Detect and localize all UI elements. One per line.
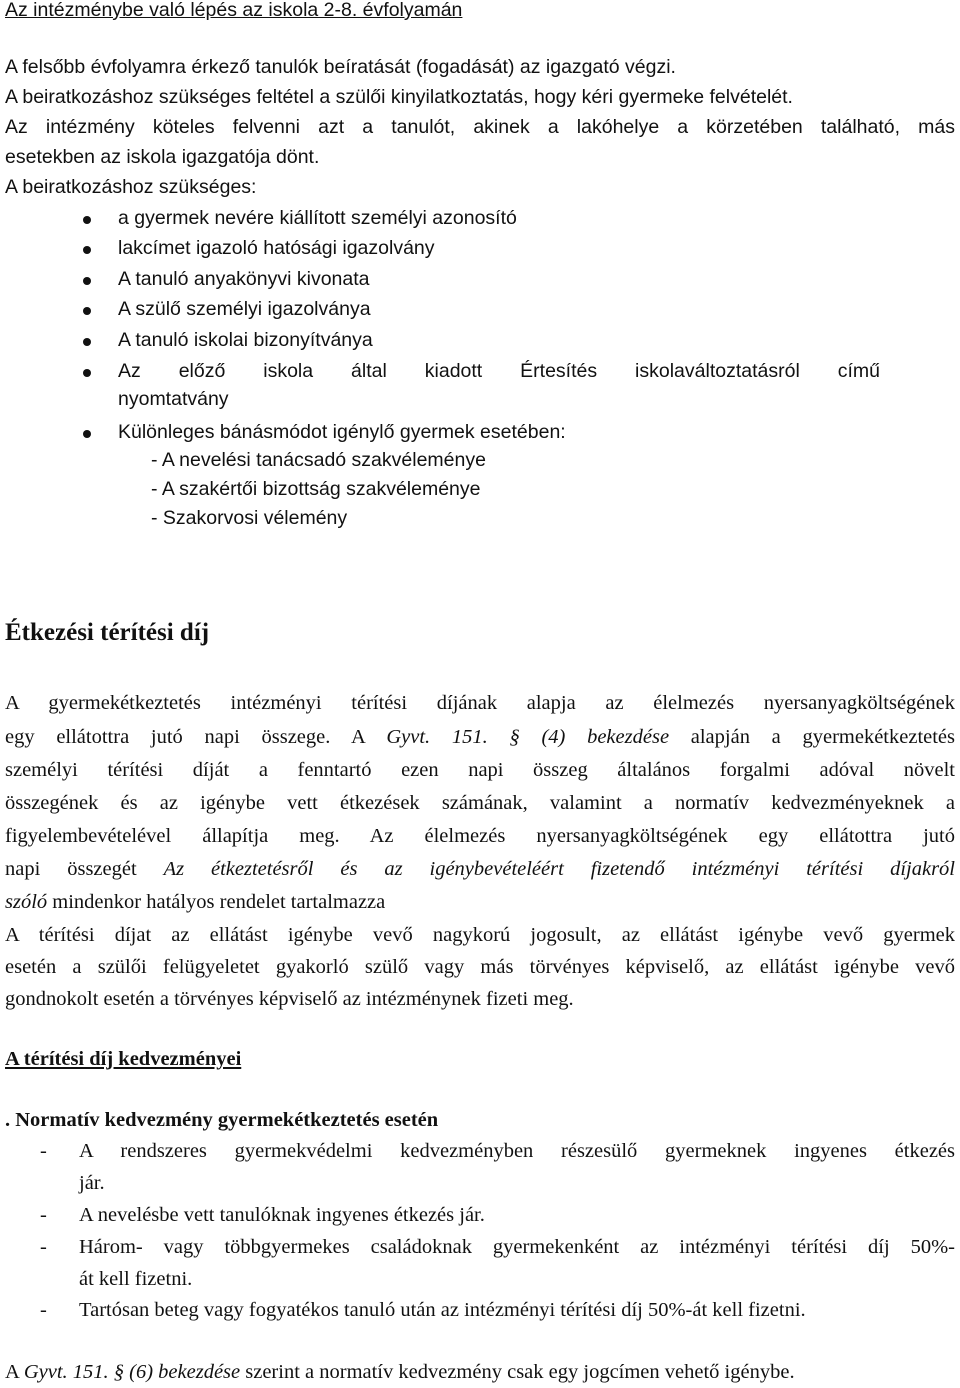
list-item-continuation: nyomtatvány	[118, 388, 229, 410]
paragraph-reference: (4) bekezdése	[541, 726, 670, 748]
section-sign: §	[509, 726, 520, 748]
bullet-icon	[83, 338, 91, 346]
meals-paragraph-line	[5, 727, 955, 748]
intro-line-1: A felsőbb évfolyamra érkező tanulók beíratását (fogadását) az igazgató végzi.	[5, 56, 676, 78]
sub-list-item: - A nevelési tanácsadó szakvéleménye	[151, 449, 486, 471]
meals-paragraph-line: A gyermekétkeztetés intézményi térítési díjának alapja az élelmezés nyersanyagköltségének	[5, 692, 955, 714]
list-item: A tanuló iskolai bizonyítványa	[118, 329, 373, 351]
meals-paragraph-line: esetén a szülői felügyeletet gyakorló szülő vagy más törvényes képviselő, az ellátást igénybe vevő	[5, 956, 955, 978]
sub-list-item: - A szakértői bizottság szakvéleménye	[151, 478, 481, 500]
meals-paragraph-line: összegének és az igénybe vett étkezések számának, valamint a normatív kedvezményeknek a	[5, 792, 955, 814]
text-run: mindenkor hatályos rendelet tartalmazza	[47, 891, 386, 913]
bullet-icon	[83, 246, 91, 254]
intro-line-3: Az intézmény köteles felvenni azt a tanulót, akinek a lakóhelye a körzetében található, más	[5, 116, 955, 138]
text-run: A	[5, 1361, 24, 1383]
list-item: A rendszeres gyermekvédelmi kedvezményben részesülő gyermeknek ingyenes étkezés	[79, 1140, 955, 1162]
list-item: Az előző iskola által kiadott Értesítés iskolaváltoztatásról című	[118, 360, 880, 382]
text-run: alapján a gyermekétkeztetés	[669, 726, 956, 748]
text-run: napi összegét	[5, 858, 164, 880]
law-reference: Gyvt. 151.	[23, 1361, 109, 1383]
regulation-title: Az étkeztetésről és az igénybevételéért fizetendő intézményi térítési díjakról	[163, 858, 955, 880]
list-item: a gyermek nevére kiállított személyi azonosító	[118, 207, 517, 229]
section-heading-discounts: A térítési díj kedvezményei	[5, 1048, 242, 1070]
list-item: A szülő személyi igazolványa	[118, 298, 371, 320]
section-heading-meal-fee: Étkezési térítési díj	[5, 619, 210, 646]
intro-line-2: A beiratkozáshoz szükséges feltétel a szülői kinyilatkoztatás, hogy kéri gyermeke felvételét.	[5, 86, 793, 108]
text-run: egy ellátottra jutó napi összege. A	[5, 726, 387, 748]
meals-paragraph-line	[5, 892, 385, 913]
list-item-continuation: jár.	[79, 1172, 105, 1194]
intro-line-4: esetekben az iskola igazgatója dönt.	[5, 146, 320, 168]
meals-paragraph-line	[5, 859, 955, 880]
dash-marker: -	[40, 1299, 47, 1321]
dash-marker: -	[40, 1140, 47, 1162]
subheading-normative-discount: . Normatív kedvezmény gyermekétkeztetés esetén	[5, 1109, 439, 1131]
regulation-title: szóló	[5, 891, 48, 913]
list-item: Különleges bánásmódot igénylő gyermek esetében:	[118, 421, 566, 443]
list-item-continuation: át kell fizetni.	[79, 1268, 193, 1290]
dash-marker: -	[40, 1236, 47, 1258]
bullet-icon	[83, 430, 91, 438]
meals-paragraph-line: személyi térítési díját a fenntartó ezen napi összeg általános forgalmi adóval növelt	[5, 759, 955, 781]
law-reference: Gyvt. 151.	[386, 726, 488, 748]
sub-list-item: - Szakorvosi vélemény	[151, 507, 348, 529]
required-docs-label: A beiratkozáshoz szükséges:	[5, 176, 257, 198]
final-note	[5, 1362, 795, 1383]
text-run: szerint a normatív kedvezmény csak egy jogcímen vehető igénybe.	[240, 1361, 795, 1383]
list-item: Tartósan beteg vagy fogyatékos tanuló után az intézményi térítési díj 50%-át kell fizetni.	[79, 1299, 806, 1321]
list-item: Három- vagy többgyermekes családoknak gyermekenként az intézményi térítési díj 50%-	[79, 1236, 955, 1258]
meals-paragraph-line: gondnokolt esetén a törvényes képviselő az intézménynek fizeti meg.	[5, 988, 574, 1010]
list-item: A tanuló anyakönyvi kivonata	[118, 268, 370, 290]
section-sign: §	[113, 1361, 125, 1383]
list-item: A nevelésbe vett tanulóknak ingyenes étkezés jár.	[79, 1204, 485, 1226]
bullet-icon	[83, 277, 91, 285]
meals-paragraph-line: figyelembevételével állapítja meg. Az élelmezés nyersanyagköltségének egy ellátottra jutó	[5, 825, 955, 847]
meals-paragraph-line: A térítési díjat az ellátást igénybe vevő nagykorú jogosult, az ellátást igénybe vevő gyermek	[5, 924, 955, 946]
paragraph-reference: (6) bekezdése	[129, 1361, 241, 1383]
dash-marker: -	[40, 1204, 47, 1226]
bullet-icon	[83, 369, 91, 377]
list-item: lakcímet igazoló hatósági igazolvány	[118, 237, 435, 259]
section-title-enrollment: Az intézménybe való lépés az iskola 2-8. évfolyamán	[5, 0, 463, 21]
bullet-icon	[83, 216, 91, 224]
bullet-icon	[83, 307, 91, 315]
